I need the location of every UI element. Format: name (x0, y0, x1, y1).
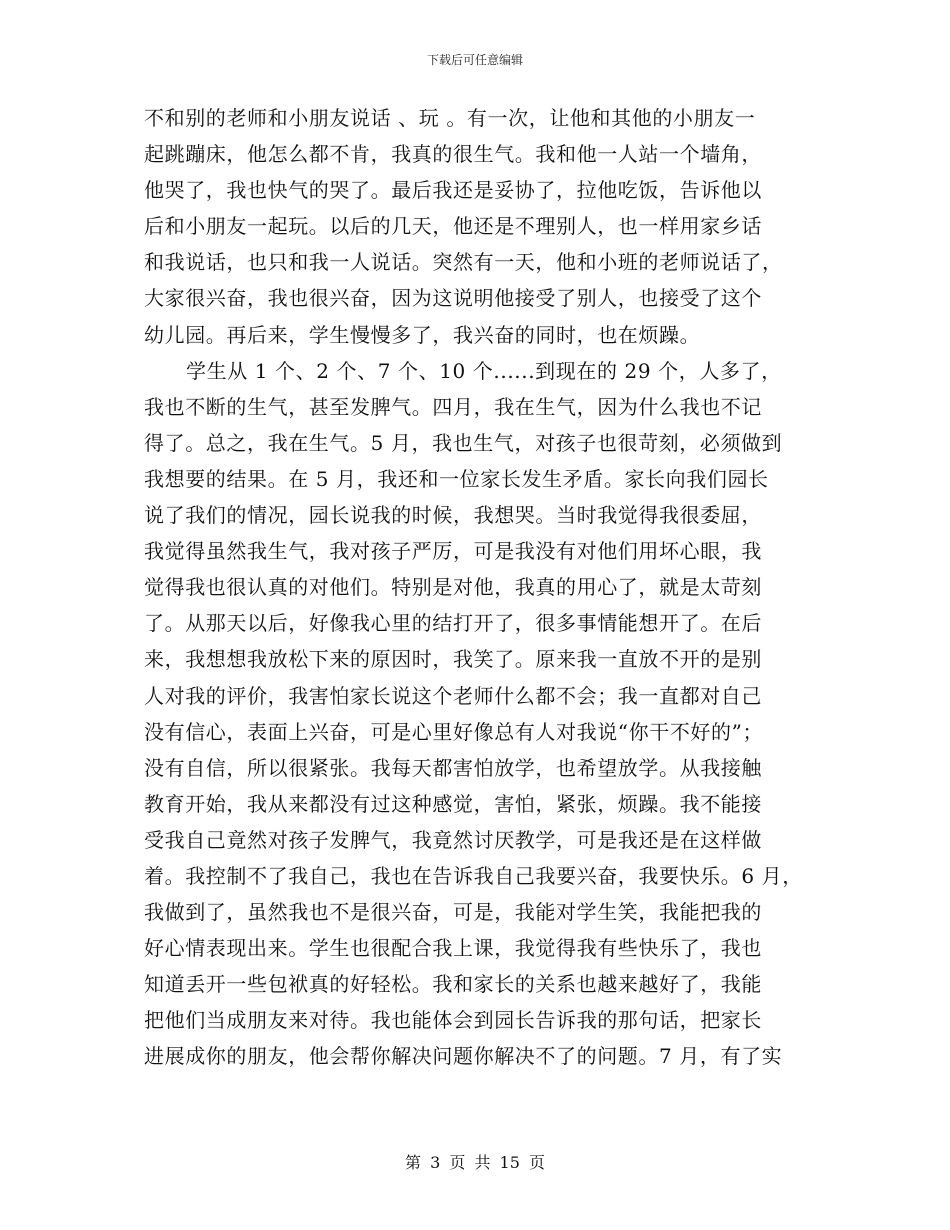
text-line: 没有信心，表面上兴奋，可是心里好像总有人对我说“你干不好的”； (144, 719, 764, 744)
text-line: 受我自己竟然对孩子发脾气，我竟然讨厌教学，可是我还是在这样做 (144, 827, 762, 852)
paragraph-start-line: 学生从 1 个、2 个、7 个、10 个......到现在的 29 个，人多了， (186, 358, 782, 383)
text-line: 进展成你的朋友，他会帮你解决问题你解决不了的问题。7 月，有了实 (144, 1044, 783, 1069)
text-line: 来，我想想我放松下来的原因时，我笑了。原来我一直放不开的是别 (144, 647, 762, 672)
text-line: 我也不断的生气，甚至发脾气。四月，我在生气，因为什么我也不记 (144, 394, 762, 419)
text-line: 得了。总之，我在生气。5 月，我也生气，对孩子也很苛刻，必须做到 (144, 430, 783, 455)
text-line: 好心情表现出来。学生也很配合我上课，我觉得我有些快乐了，我也 (144, 936, 762, 961)
document-body (144, 100, 824, 1075)
text-line: 没有自信，所以很紧张。我每天都害怕放学，也希望放学。从我接触 (144, 755, 762, 780)
text-line: 不和别的老师和小朋友说话 、玩 。有一次，让他和其他的小朋友一 (144, 106, 756, 130)
text-line: 我想要的结果。在 5 月，我还和一位家长发生矛盾。家长向我们园长 (144, 466, 769, 491)
text-line: 把他们当成朋友来对待。我也能体会到园长告诉我的那句话，把家长 (144, 1008, 762, 1033)
text-line: 知道丢开一些包袱真的好轻松。我和家长的关系也越来越好了，我能 (144, 972, 762, 997)
text-line: 大家很兴奋，我也很兴奋，因为这说明他接受了别人，也接受了这个 (144, 286, 762, 311)
text-line: 了。从那天以后，好像我心里的结打开了，很多事情能想开了。在后 (144, 611, 762, 636)
text-line: 觉得我也很认真的对他们。特别是对他，我真的用心了，就是太苛刻 (144, 575, 762, 600)
text-line: 说了我们的情况，园长说我的时候，我想哭。当时我觉得我很委屈， (144, 503, 762, 528)
page-number-footer: 第 3 页 共 15 页 (405, 1153, 545, 1172)
text-line: 教育开始，我从来都没有过这种感觉，害怕，紧张，烦躁。我不能接 (144, 791, 762, 816)
text-line: 我觉得虽然我生气，我对孩子严厉，可是我没有对他们用坏心眼，我 (144, 539, 762, 564)
text-line: 幼儿园。再后来，学生慢慢多了，我兴奋的同时，也在烦躁。 (144, 322, 701, 347)
text-line: 人对我的评价，我害怕家长说这个老师什么都不会；我一直都对自己 (144, 683, 762, 708)
text-line: 和我说话，也只和我一人说话。突然有一天，他和小班的老师说话了， (144, 250, 783, 275)
text-line: 后和小朋友一起玩。以后的几天，他还是不理别人，也一样用家乡话 (144, 214, 762, 239)
text-line: 着。我控制不了我自己，我也在告诉我自己我要兴奋，我要快乐。6 月， (144, 863, 803, 888)
page-header: 下载后可任意编辑 (426, 53, 523, 67)
text-line: 我做到了，虽然我也不是很兴奋，可是，我能对学生笑，我能把我的 (144, 900, 762, 925)
text-line: 他哭了，我也快气的哭了。最后我还是妥协了，拉他吃饭，告诉他以 (144, 178, 762, 203)
text-line: 起跳蹦床，他怎么都不肯，我真的很生气。我和他一人站一个墙角， (144, 142, 762, 167)
